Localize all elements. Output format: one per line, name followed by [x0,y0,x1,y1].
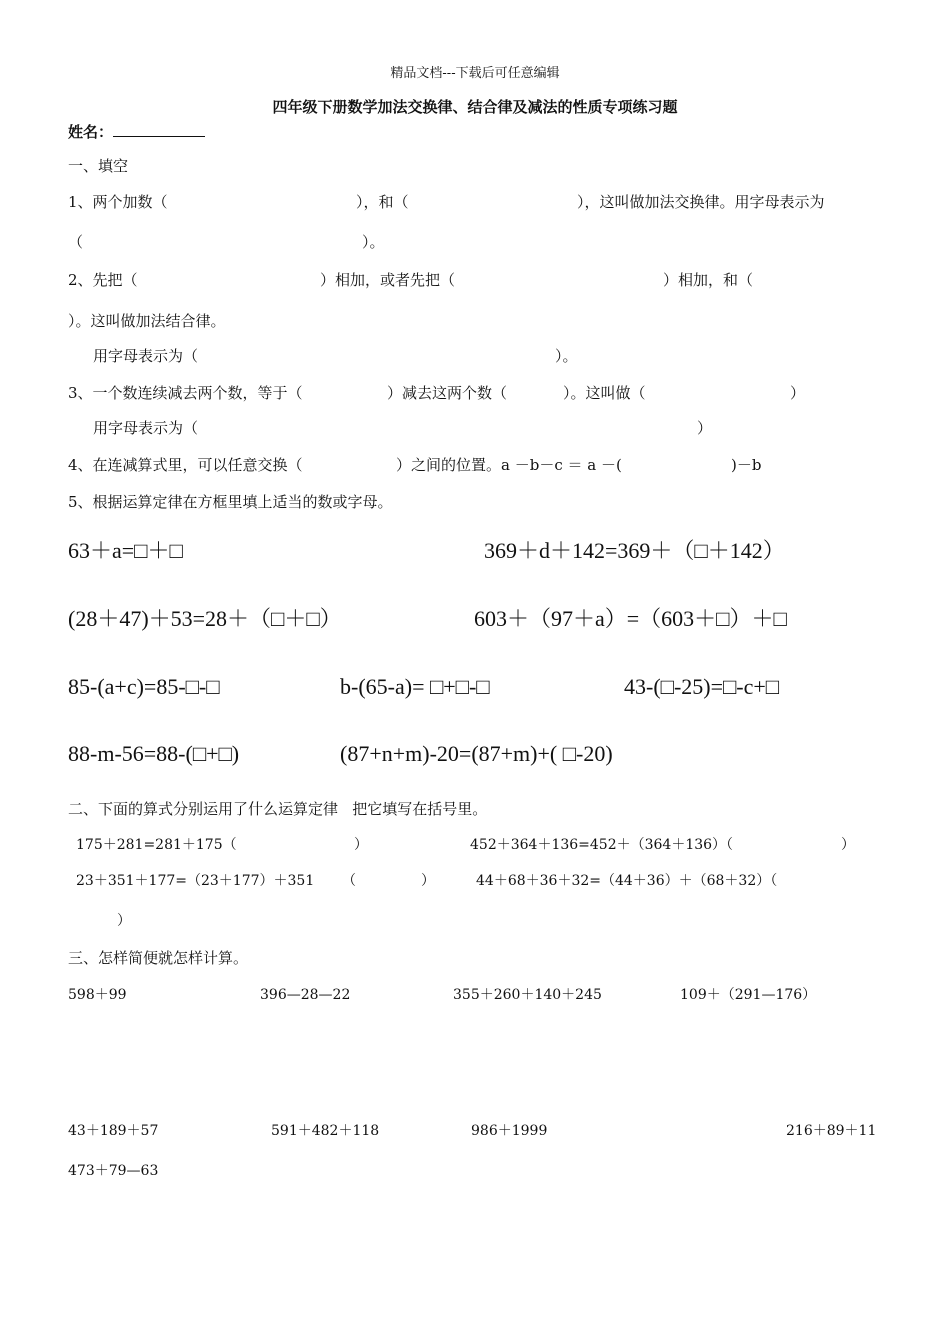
equation-8: 88-m-56=88-(□+□) [68,741,240,766]
q1-part-a: 1、两个加数（ [68,193,168,211]
equation-6: b-(65-a)= □+□-□ [340,674,490,699]
name-label [68,124,205,140]
q4-part-a: 4、在连减算式里，可以任意交换（ [68,456,303,474]
calc-5: 43＋189＋57 [68,1123,159,1139]
q2-part-a: 2、先把（ [68,271,138,289]
section1-heading: 一、填空 [68,157,129,175]
q2-part-f: ）。 [555,347,578,365]
q3-part-d: ） [790,384,806,402]
calc-1: 598＋99 [68,987,127,1003]
law-item-3-close: ） [421,873,435,889]
calc-4: 109＋（291—176） [680,987,817,1003]
law-item-2-close: ） [841,837,855,853]
equation-3: (28＋47)＋53=28＋（□＋□） [68,606,342,631]
q3-part-b: ）减去这两个数（ [387,384,508,402]
law-item-4: 44＋68＋36＋32=（44＋36）＋（68＋32）（ [476,873,778,889]
equation-9: (87+n+m)-20=(87+m)+( □-20) [340,741,613,766]
q3-part-f: ） [697,419,713,437]
q1-part-e: ）。 [362,233,385,251]
q3-part-a: 3、一个数连续减去两个数，等于（ [68,384,303,402]
equation-2: 369＋d＋142=369＋（□＋142） [484,538,785,563]
q2-part-d: ）。这叫做加法结合律。 [68,312,226,330]
q1-part-c: ），这叫做加法交换律。用字母表示为 [577,193,825,211]
page-title: 四年级下册数学加法交换律、结合律及减法的性质专项练习题 [272,98,678,116]
q1-part-b: ），和（ [356,193,409,211]
section2-heading: 二、下面的算式分别运用了什么运算定律 把它填写在括号里。 [68,800,488,818]
law-item-3-open: （ [342,873,356,889]
name-blank[interactable] [113,124,205,137]
q4-part-c: )－b [731,456,762,474]
equation-7: 43-(□-25)=□-c+□ [624,674,780,699]
law-item-2: 452＋364＋136=452＋（364＋136）（ [470,837,734,853]
q2-part-b: ）相加，或者先把（ [320,271,456,289]
q3-part-e: 用字母表示为（ [93,419,199,437]
law-item-1-close: ） [354,837,368,853]
calc-6: 591＋482＋118 [271,1123,380,1139]
calc-7: 986＋1999 [471,1123,548,1139]
equation-1: 63＋a=□＋□ [68,538,183,563]
header-watermark: 精品文档---下载后可任意编辑 [390,66,560,81]
name-label-text: 姓名： [68,123,114,141]
q4-part-b: ）之间的位置。a －b－c ＝ a －( [396,456,622,474]
calc-3: 355＋260＋140＋245 [453,987,602,1003]
q3-part-c: ）。这叫做（ [563,384,646,402]
law-item-1: 175＋281=281＋175（ [76,837,237,853]
q2-part-c: ）相加，和（ [663,271,754,289]
equation-4: 603＋（97＋a）=（603＋□）＋□ [474,606,787,631]
section3-heading: 三、怎样简便就怎样计算。 [68,949,249,967]
calc-8: 216＋89＋11 [786,1123,877,1139]
q5-instruction: 5、根据运算定律在方框里填上适当的数或字母。 [68,493,393,511]
calc-9: 473＋79—63 [68,1163,159,1179]
law-item-4-close: ） [117,913,131,929]
q1-part-d: （ [68,233,84,251]
q2-part-e: 用字母表示为（ [93,347,199,365]
equation-5: 85-(a+c)=85-□-□ [68,674,220,699]
law-item-3: 23＋351＋177=（23＋177）＋351 [76,873,315,889]
calc-2: 396—28—22 [260,987,351,1003]
